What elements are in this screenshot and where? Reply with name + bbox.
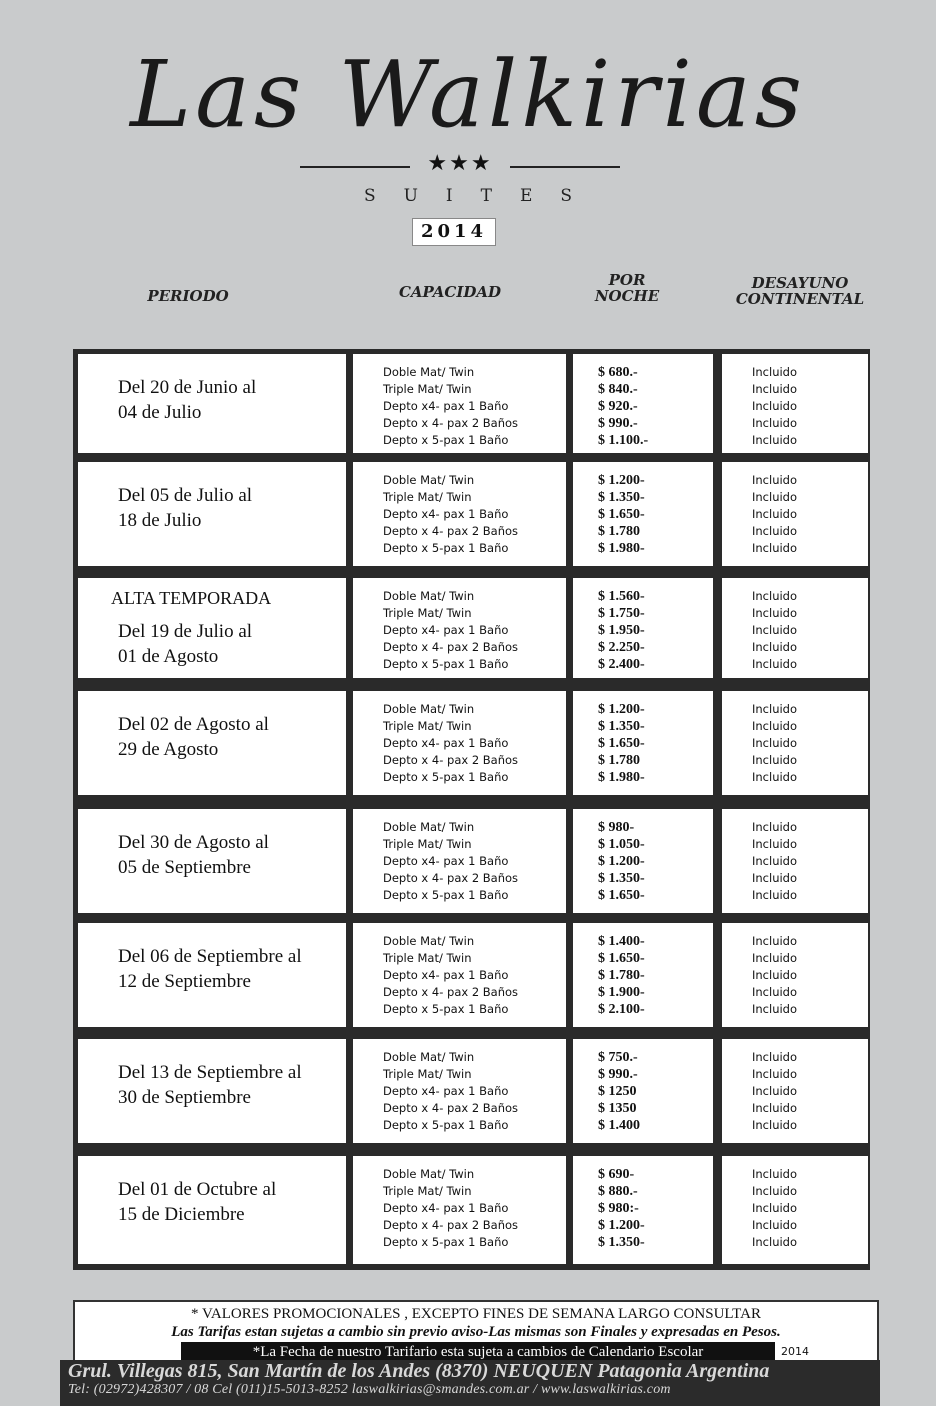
breakfast-included: Incluido — [752, 985, 798, 999]
year-badge: 2014 — [412, 218, 496, 246]
period-start: Del 05 de Julio al — [118, 485, 253, 506]
period-end: 15 de Diciembre — [118, 1204, 245, 1225]
rates-note: Las Tarifas estan sujetas a cambio sin previo aviso-Las mismas son Finales y expresadas en Pesos. — [171, 1324, 781, 1340]
period-cell — [78, 691, 346, 795]
period-start: Del 19 de Julio al — [118, 621, 253, 642]
capacity-cell — [353, 1156, 566, 1264]
breakfast-included: Incluido — [752, 433, 798, 447]
room-type: Depto x 4- pax 2 Baños — [383, 416, 519, 430]
breakfast-included: Incluido — [752, 507, 798, 521]
price-value: $ 1.400- — [598, 934, 645, 949]
period-cell — [78, 354, 346, 453]
column-header-line: POR — [608, 271, 646, 289]
price-value: $ 750.- — [598, 1050, 638, 1065]
room-type: Depto x 5-pax 1 Baño — [383, 770, 509, 784]
price-value: $ 1.750- — [598, 606, 645, 621]
room-type: Doble Mat/ Twin — [383, 589, 475, 603]
period-start: Del 20 de Junio al — [118, 377, 257, 398]
breakfast-included: Incluido — [752, 736, 798, 750]
room-type: Depto x 5-pax 1 Baño — [383, 1235, 509, 1249]
price-value: $ 990.- — [598, 416, 638, 431]
price-value: $ 1.980- — [598, 770, 645, 785]
period-end: 18 de Julio — [118, 510, 202, 531]
breakfast-included: Incluido — [752, 888, 798, 902]
breakfast-included: Incluido — [752, 589, 798, 603]
price-value: $ 1350 — [598, 1101, 637, 1116]
breakfast-cell — [722, 809, 868, 913]
breakfast-included: Incluido — [752, 524, 798, 538]
price-value: $ 1.780- — [598, 968, 645, 983]
capacity-cell — [353, 809, 566, 913]
footer-notes — [73, 1300, 879, 1366]
capacity-cell — [353, 1039, 566, 1143]
column-header-line: NOCHE — [594, 287, 660, 305]
price-value: $ 920.- — [598, 399, 638, 414]
address: Grul. Villegas 815, San Martín de los Andes (8370) NEUQUEN Patagonia Argentina — [68, 1360, 770, 1382]
price-value: $ 1.350- — [598, 871, 645, 886]
period-end: 12 de Septiembre — [118, 971, 251, 992]
room-type: Depto x4- pax 1 Baño — [383, 854, 509, 868]
room-type: Depto x 5-pax 1 Baño — [383, 1002, 509, 1016]
price-value: $ 1.200- — [598, 702, 645, 717]
breakfast-cell — [722, 923, 868, 1027]
price-value: $ 980:- — [598, 1201, 639, 1216]
price-value: $ 1.780 — [598, 753, 640, 768]
breakfast-included: Incluido — [752, 837, 798, 851]
breakfast-included: Incluido — [752, 934, 798, 948]
breakfast-cell — [722, 691, 868, 795]
contact-bar — [60, 1360, 880, 1406]
price-value: $ 1.050- — [598, 837, 645, 852]
room-type: Depto x4- pax 1 Baño — [383, 507, 509, 521]
room-type: Depto x4- pax 1 Baño — [383, 399, 509, 413]
room-type: Triple Mat/ Twin — [383, 1184, 472, 1198]
capacity-cell — [353, 354, 566, 453]
price-value: $ 1.950- — [598, 623, 645, 638]
price-value: $ 990.- — [598, 1067, 638, 1082]
room-type: Doble Mat/ Twin — [383, 934, 475, 948]
room-type: Depto x 5-pax 1 Baño — [383, 541, 509, 555]
price-value: $ 1250 — [598, 1084, 637, 1099]
period-cell — [78, 923, 346, 1027]
breakfast-included: Incluido — [752, 1218, 798, 1232]
price-cell — [573, 923, 713, 1027]
room-type: Depto x 4- pax 2 Baños — [383, 871, 519, 885]
breakfast-included: Incluido — [752, 1201, 798, 1215]
breakfast-included: Incluido — [752, 1235, 798, 1249]
price-value: $ 880.- — [598, 1184, 638, 1199]
breakfast-included: Incluido — [752, 606, 798, 620]
breakfast-included: Incluido — [752, 399, 798, 413]
breakfast-included: Incluido — [752, 1002, 798, 1016]
breakfast-included: Incluido — [752, 719, 798, 733]
capacity-cell — [353, 462, 566, 566]
price-value: $ 2.250- — [598, 640, 645, 655]
room-type: Depto x 4- pax 2 Baños — [383, 1218, 519, 1232]
price-value: $ 1.400 — [598, 1118, 640, 1133]
season-label: ALTA TEMPORADA — [111, 588, 272, 608]
contact-info: Tel: (02972)428307 / 08 Cel (011)15-5013-8252 laswalkirias@smandes.com.ar / www.laswalkirias.com — [68, 1382, 671, 1397]
room-type: Depto x4- pax 1 Baño — [383, 623, 509, 637]
breakfast-included: Incluido — [752, 702, 798, 716]
calendar-note: *La Fecha de nuestro Tarifario esta sujeta a cambios de Calendario Escolar — [181, 1342, 775, 1362]
room-type: Doble Mat/ Twin — [383, 702, 475, 716]
breakfast-included: Incluido — [752, 1167, 798, 1181]
price-value: $ 1.780 — [598, 524, 640, 539]
price-value: $ 1.200- — [598, 1218, 645, 1233]
column-header-line: DESAYUNO — [751, 274, 849, 292]
breakfast-included: Incluido — [752, 854, 798, 868]
divider — [510, 166, 620, 168]
price-cell — [573, 1156, 713, 1264]
price-value: $ 1.350- — [598, 490, 645, 505]
price-cell — [573, 809, 713, 913]
column-header-desayuno — [720, 275, 880, 307]
room-type: Doble Mat/ Twin — [383, 1050, 475, 1064]
breakfast-included: Incluido — [752, 490, 798, 504]
breakfast-included: Incluido — [752, 1184, 798, 1198]
room-type: Depto x 4- pax 2 Baños — [383, 1101, 519, 1115]
breakfast-included: Incluido — [752, 365, 798, 379]
period-start: Del 01 de Octubre al — [118, 1179, 277, 1200]
room-type: Depto x 4- pax 2 Baños — [383, 753, 519, 767]
period-cell — [78, 1156, 346, 1264]
capacity-cell — [353, 691, 566, 795]
breakfast-included: Incluido — [752, 473, 798, 487]
breakfast-cell — [722, 354, 868, 453]
room-type: Depto x 5-pax 1 Baño — [383, 657, 509, 671]
price-value: $ 1.980- — [598, 541, 645, 556]
period-cell — [78, 462, 346, 566]
breakfast-included: Incluido — [752, 657, 798, 671]
price-value: $ 690- — [598, 1167, 635, 1182]
period-start: Del 06 de Septiembre al — [118, 946, 302, 967]
price-value: $ 680.- — [598, 365, 638, 380]
price-value: $ 1.650- — [598, 507, 645, 522]
column-header-line: CONTINENTAL — [735, 290, 865, 308]
room-type: Doble Mat/ Twin — [383, 365, 475, 379]
column-header-por-noche — [582, 272, 672, 304]
breakfast-included: Incluido — [752, 623, 798, 637]
period-end: 05 de Septiembre — [118, 857, 251, 878]
period-start: Del 30 de Agosto al — [118, 832, 269, 853]
price-value: $ 2.100- — [598, 1002, 645, 1017]
room-type: Triple Mat/ Twin — [383, 382, 472, 396]
divider — [300, 166, 410, 168]
promo-note: * VALORES PROMOCIONALES , EXCEPTO FINES DE SEMANA LARGO CONSULTAR — [191, 1306, 761, 1322]
period-end: 29 de Agosto — [118, 739, 219, 760]
price-cell — [573, 354, 713, 453]
period-start: Del 13 de Septiembre al — [118, 1062, 302, 1083]
room-type: Depto x4- pax 1 Baño — [383, 1084, 509, 1098]
room-type: Depto x 5-pax 1 Baño — [383, 433, 509, 447]
period-end: 04 de Julio — [118, 402, 202, 423]
breakfast-included: Incluido — [752, 820, 798, 834]
price-value: $ 1.200- — [598, 854, 645, 869]
room-type: Depto x 4- pax 2 Baños — [383, 985, 519, 999]
price-value: $ 2.400- — [598, 657, 645, 672]
star-icons: ★★★ — [427, 151, 493, 176]
price-value: $ 1.900- — [598, 985, 645, 1000]
price-value: $ 1.200- — [598, 473, 645, 488]
room-type: Triple Mat/ Twin — [383, 837, 472, 851]
breakfast-included: Incluido — [752, 541, 798, 555]
period-start: Del 02 de Agosto al — [118, 714, 269, 735]
breakfast-cell — [722, 462, 868, 566]
room-type: Doble Mat/ Twin — [383, 1167, 475, 1181]
room-type: Triple Mat/ Twin — [383, 719, 472, 733]
breakfast-cell — [722, 578, 868, 678]
breakfast-cell — [722, 1039, 868, 1143]
rates-table — [73, 349, 870, 1270]
room-type: Doble Mat/ Twin — [383, 473, 475, 487]
price-value: $ 1.350- — [598, 1235, 645, 1250]
room-type: Depto x 5-pax 1 Baño — [383, 888, 509, 902]
breakfast-included: Incluido — [752, 1084, 798, 1098]
price-value: $ 1.650- — [598, 736, 645, 751]
column-header-periodo: PERIODO — [147, 287, 229, 305]
breakfast-included: Incluido — [752, 1118, 798, 1132]
column-header-capacidad: CAPACIDAD — [398, 283, 501, 301]
breakfast-included: Incluido — [752, 871, 798, 885]
price-cell — [573, 462, 713, 566]
room-type: Depto x4- pax 1 Baño — [383, 968, 509, 982]
period-end: 01 de Agosto — [118, 646, 219, 667]
room-type: Triple Mat/ Twin — [383, 1067, 472, 1081]
price-value: $ 1.560- — [598, 589, 645, 604]
price-value: $ 840.- — [598, 382, 638, 397]
period-cell — [78, 578, 346, 678]
price-value: $ 1.350- — [598, 719, 645, 734]
breakfast-included: Incluido — [752, 1101, 798, 1115]
breakfast-included: Incluido — [752, 968, 798, 982]
price-cell — [573, 691, 713, 795]
price-value: $ 980- — [598, 820, 635, 835]
price-value: $ 1.100.- — [598, 433, 649, 448]
price-cell — [573, 1039, 713, 1143]
room-type: Depto x 5-pax 1 Baño — [383, 1118, 509, 1132]
stars-rating — [300, 151, 620, 177]
price-value: $ 1.650- — [598, 951, 645, 966]
room-type: Triple Mat/ Twin — [383, 606, 472, 620]
period-end: 30 de Septiembre — [118, 1087, 251, 1108]
breakfast-included: Incluido — [752, 382, 798, 396]
capacity-cell — [353, 578, 566, 678]
capacity-cell — [353, 923, 566, 1027]
breakfast-included: Incluido — [752, 1067, 798, 1081]
period-cell — [78, 809, 346, 913]
breakfast-included: Incluido — [752, 770, 798, 784]
period-cell — [78, 1039, 346, 1143]
breakfast-cell — [722, 1156, 868, 1264]
room-type: Triple Mat/ Twin — [383, 951, 472, 965]
room-type: Depto x 4- pax 2 Baños — [383, 640, 519, 654]
price-value: $ 1.650- — [598, 888, 645, 903]
calendar-note-year: 2014 — [775, 1344, 815, 1360]
logo: Las Walkirias — [130, 41, 806, 148]
breakfast-included: Incluido — [752, 1050, 798, 1064]
room-type: Depto x4- pax 1 Baño — [383, 736, 509, 750]
room-type: Doble Mat/ Twin — [383, 820, 475, 834]
room-type: Triple Mat/ Twin — [383, 490, 472, 504]
breakfast-included: Incluido — [752, 640, 798, 654]
breakfast-included: Incluido — [752, 951, 798, 965]
breakfast-included: Incluido — [752, 753, 798, 767]
breakfast-included: Incluido — [752, 416, 798, 430]
room-type: Depto x4- pax 1 Baño — [383, 1201, 509, 1215]
subtitle: SUITES — [363, 186, 601, 206]
price-cell — [573, 578, 713, 678]
room-type: Depto x 4- pax 2 Baños — [383, 524, 519, 538]
